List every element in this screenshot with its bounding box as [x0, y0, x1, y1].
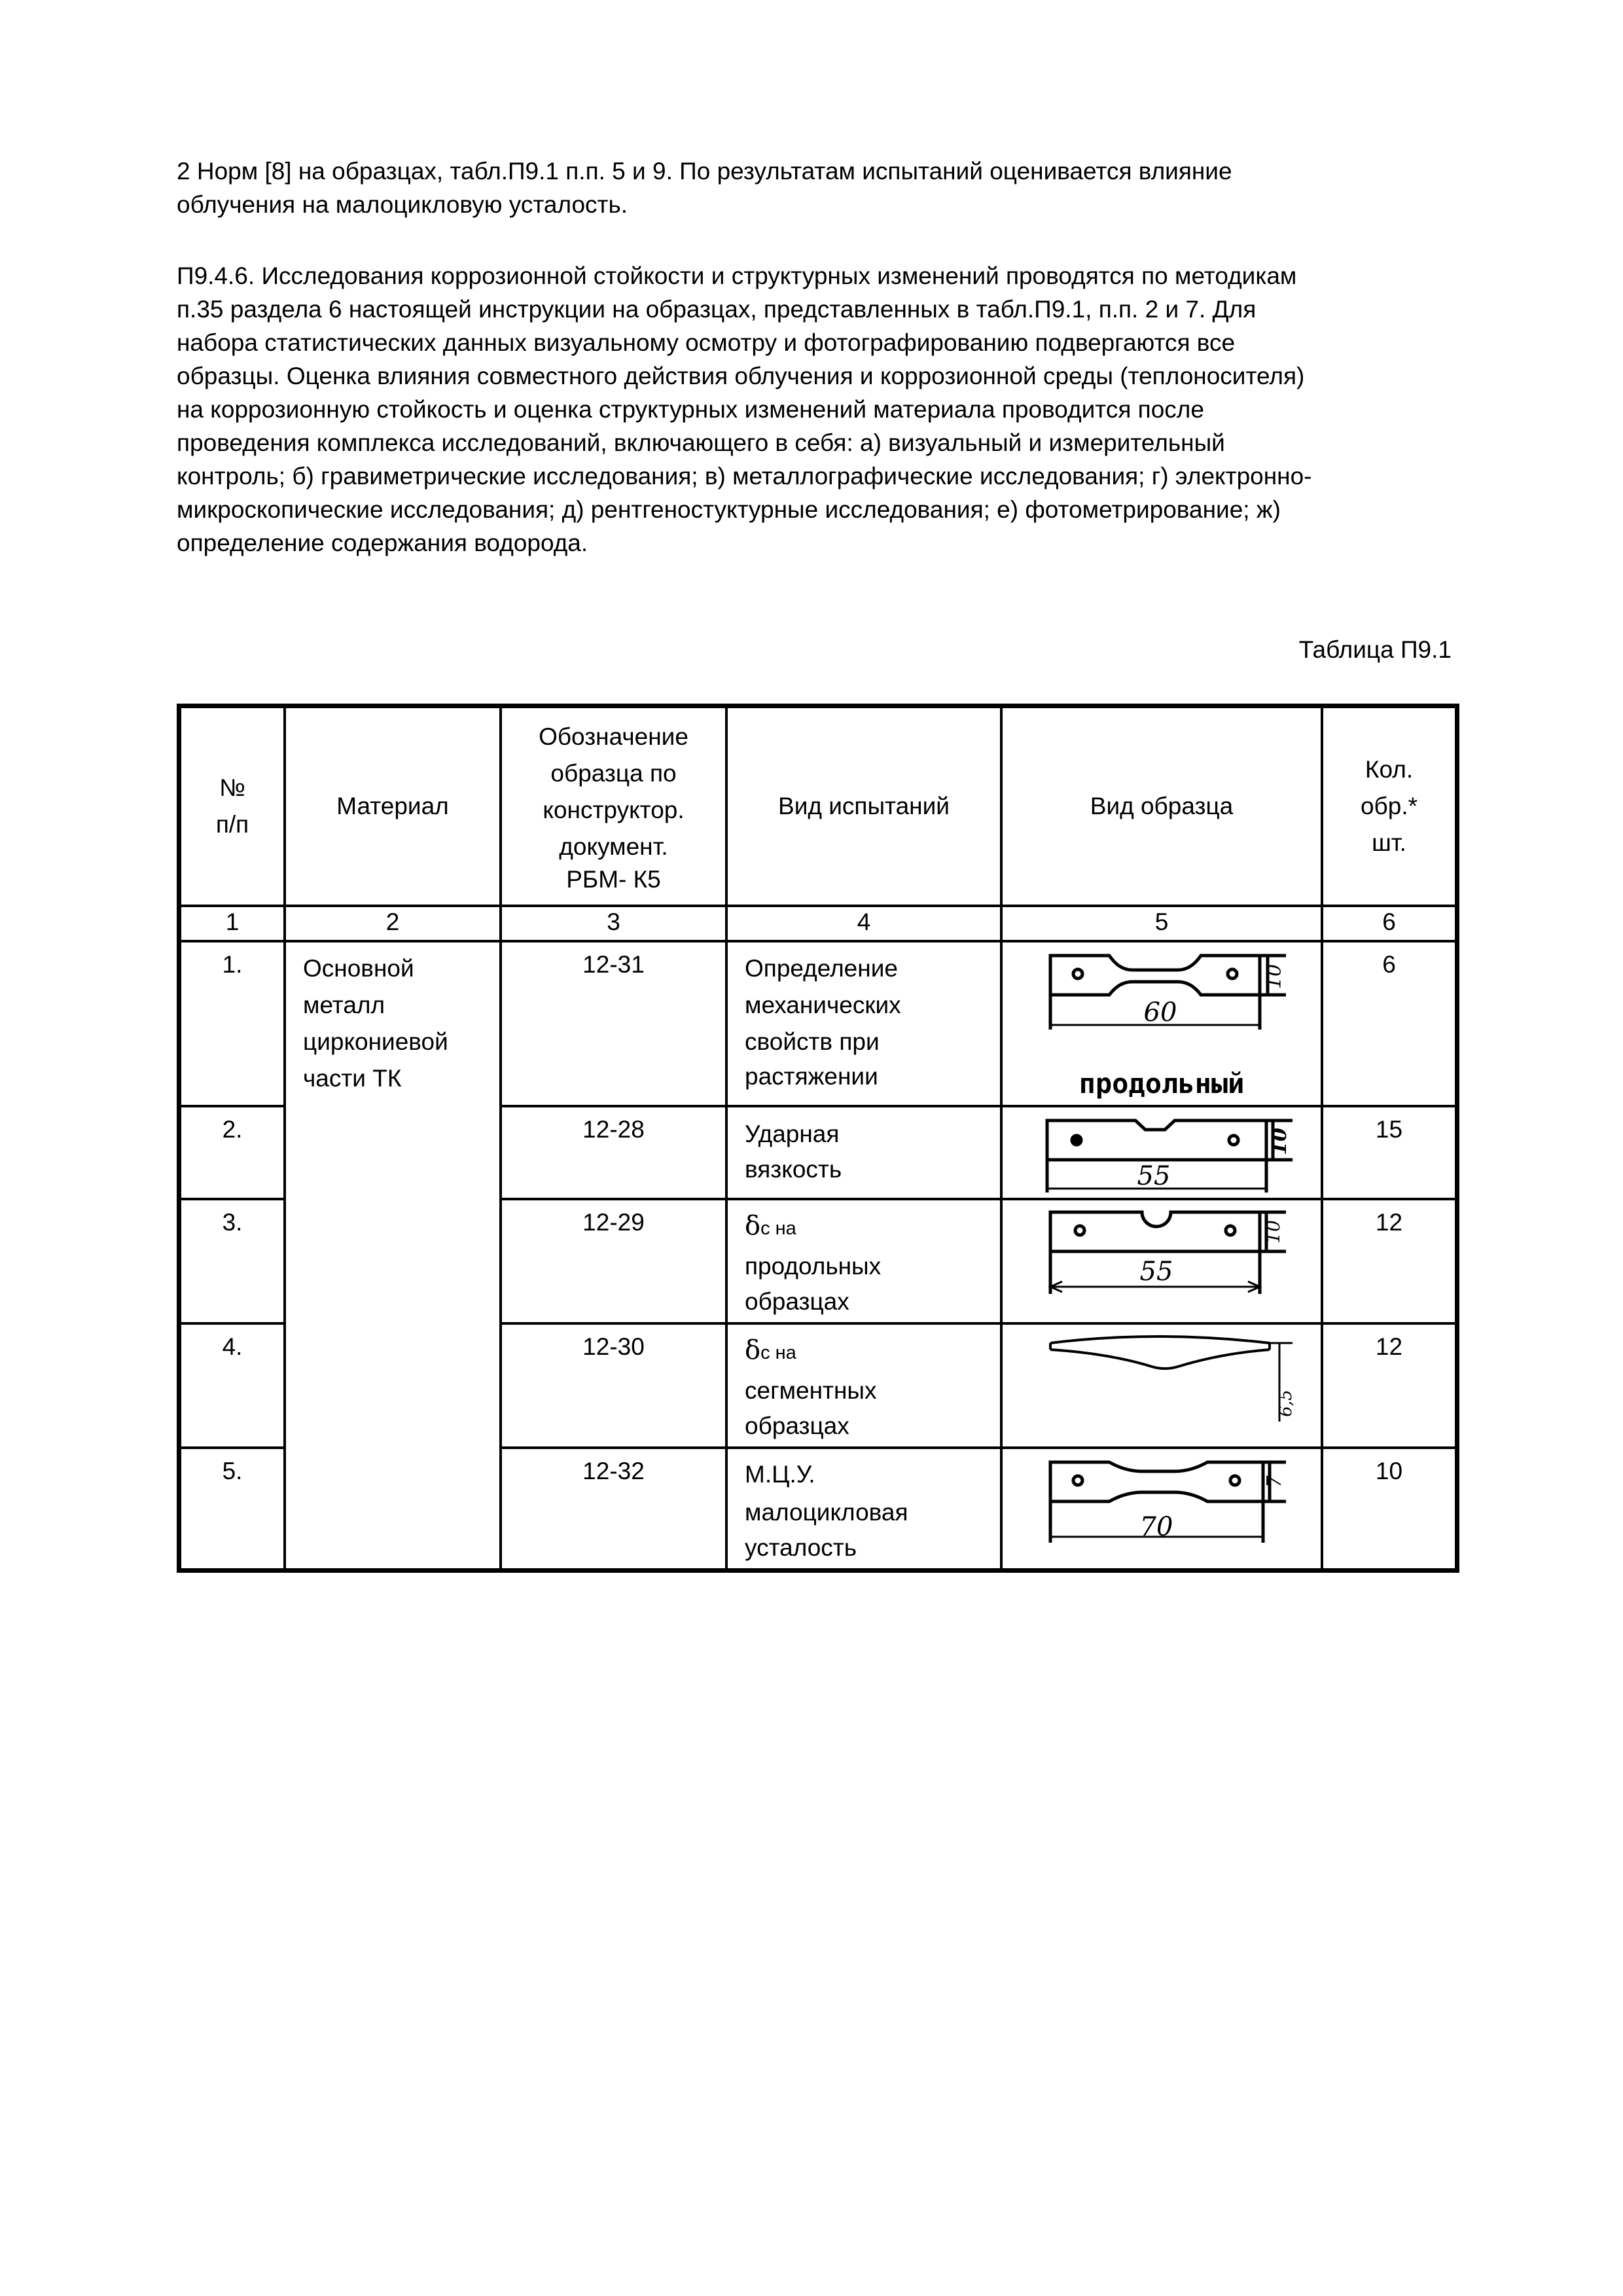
header-material: Материал [285, 707, 501, 906]
column-number: 6 [1322, 906, 1456, 941]
dimension-height-label: 10 [1268, 1128, 1291, 1155]
count-cell: 10 [1322, 1448, 1456, 1570]
tensile-specimen-sketch [1011, 948, 1312, 1103]
count-cell: 15 [1322, 1106, 1456, 1199]
segment-specimen-sketch [1011, 1330, 1312, 1428]
test-type-cell: δc на продольных образцах [726, 1199, 1001, 1323]
sample-view-cell [1001, 1323, 1322, 1448]
row-number: 1. [180, 941, 285, 1106]
test-type-cell: Ударная вязкость [726, 1106, 1001, 1199]
row-number: 2. [180, 1106, 285, 1199]
dimension-length-label: 55 [1139, 1257, 1173, 1287]
count-cell: 6 [1322, 941, 1456, 1106]
test-type-cell: М.Ц.У. малоцикловая усталость [726, 1448, 1001, 1570]
sample-view-cell [1001, 941, 1322, 1106]
column-number: 2 [285, 906, 501, 941]
count-cell: 12 [1322, 1323, 1456, 1448]
text-line: проведения комплекса исследований, включающего в себя: а) визуальный и измерительный [177, 429, 1225, 456]
text-line: П9.4.6. Исследования коррозионной стойкости и структурных изменений проводятся по методикам [177, 262, 1297, 289]
text-line: микроскопические исследования; д) рентгеностуктурные исследования; е) фотометрирование; ж) [177, 496, 1281, 523]
row-number: 3. [180, 1199, 285, 1323]
dimension-height-label: 6,5 [1276, 1390, 1296, 1417]
material-cell: Основной металл циркониевой части ТК [285, 941, 501, 1570]
sample-view-cell [1001, 1448, 1322, 1570]
designation-cell: 12-31 [501, 941, 726, 1106]
sample-view-cell [1001, 1106, 1322, 1199]
designation-cell: 12-30 [501, 1323, 726, 1448]
samples-table [177, 704, 1459, 1573]
test-type-cell: Определение механических свойств при растяжении [726, 941, 1001, 1106]
row-number: 4. [180, 1323, 285, 1448]
dimension-length-label: 55 [1137, 1161, 1171, 1191]
text-line: образцы. Оценка влияния совместного действия облучения и коррозионной среды (теплоносителя) [177, 363, 1305, 389]
section-paragraph-p9-4-6 [177, 259, 1459, 560]
dimension-height-label: 10 [1262, 1220, 1284, 1244]
notched-specimen-sketch [1011, 1206, 1312, 1304]
dimension-height-label: 7 [1263, 1475, 1286, 1488]
header-num: № п/п [180, 707, 285, 906]
column-number-row [180, 906, 1456, 941]
text-line: набора статистических данных визуальному осмотру и фотографированию подвергаются все [177, 329, 1236, 356]
text-line: на коррозионную стойкость и оценка структурных изменений материала проводится после [177, 396, 1204, 423]
text-line: п.35 раздела 6 настоящей инструкции на образцах, представленных в табл.П9.1, п.п. 2 и 7. Для [177, 296, 1257, 323]
count-cell: 12 [1322, 1199, 1456, 1323]
designation-cell: 12-29 [501, 1199, 726, 1323]
table-caption: Таблица П9.1 [1298, 636, 1452, 663]
fatigue-specimen-sketch [1011, 1454, 1312, 1552]
test-type-cell: δc на сегментных образцах [726, 1323, 1001, 1448]
text-line: 2 Норм [8] на образцах, табл.П9.1 п.п. 5 и 9. По результатам испытаний оценивается влияние [177, 158, 1232, 185]
header-count: Кол. обр.* шт. [1322, 707, 1456, 906]
row-number: 5. [180, 1448, 285, 1570]
column-number: 3 [501, 906, 726, 941]
column-number: 4 [726, 906, 1001, 941]
sketch-caption: продольный [1079, 1067, 1245, 1100]
dimension-length-label: 70 [1139, 1512, 1173, 1542]
dimension-height-label: 10 [1263, 963, 1286, 990]
delta-symbol: δ [745, 1211, 761, 1241]
table-container [177, 704, 1459, 1573]
dimension-length-label: 60 [1143, 997, 1177, 1028]
impact-specimen-sketch [1011, 1113, 1312, 1196]
delta-symbol: δ [745, 1335, 761, 1365]
intro-paragraph [177, 154, 1459, 221]
header-sample-view: Вид образца [1001, 707, 1322, 906]
text-line: облучения на малоцикловую усталость. [177, 191, 628, 218]
table-header-row [180, 707, 1456, 906]
column-number: 1 [180, 906, 285, 941]
sample-view-cell [1001, 1199, 1322, 1323]
table-row [180, 941, 1456, 1106]
designation-cell: 12-32 [501, 1448, 726, 1570]
text-line: определение содержания водорода. [177, 529, 588, 556]
designation-cell: 12-28 [501, 1106, 726, 1199]
column-number: 5 [1001, 906, 1322, 941]
text-line: контроль; б) гравиметрические исследования; в) металлографические исследования; г) электронно- [177, 463, 1312, 490]
header-designation: Обозначение образца по конструктор. документ. РБМ- К5 [501, 707, 726, 906]
header-test-type: Вид испытаний [726, 707, 1001, 906]
